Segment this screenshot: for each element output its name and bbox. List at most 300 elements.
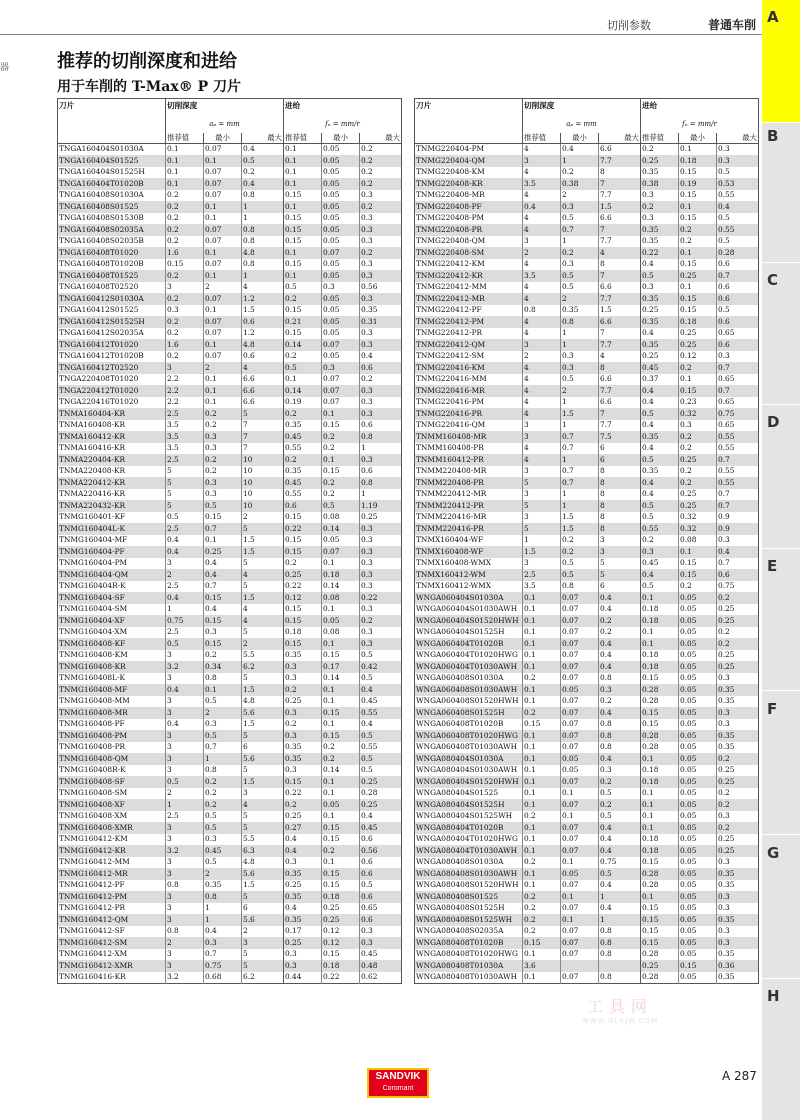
depth-max-cell: 0.4 (242, 178, 284, 190)
insert-code-cell: TNGA160408T01020 (58, 247, 166, 259)
tab-divider (762, 978, 800, 979)
depth-min-cell: 0.07 (561, 730, 599, 742)
insert-code-cell: TNMG160404-SM (58, 604, 166, 616)
depth-max-cell: 1.5 (599, 201, 641, 213)
feed-max-cell: 0.35 (717, 696, 759, 708)
feed-max-cell: 0.35 (717, 742, 759, 754)
depth-rec-cell: 0.2 (166, 328, 204, 340)
depth-min-cell: 1 (561, 339, 599, 351)
insert-code-cell: TNGA160404S01030A (58, 144, 166, 156)
feed-min-cell: 0.15 (322, 420, 360, 432)
feed-rec-cell: 0.5 (284, 362, 322, 374)
depth-min-cell: 0.3 (204, 834, 242, 846)
feed-min-cell: 0.05 (322, 144, 360, 156)
depth-min-cell: 0.1 (204, 155, 242, 167)
depth-rec-cell: 3.5 (523, 581, 561, 593)
table-row (415, 558, 759, 570)
depth-max-cell: 1.5 (599, 305, 641, 317)
feed-max-cell: 0.62 (360, 972, 402, 984)
feed-rec-cell: 0.1 (641, 638, 679, 650)
insert-code-cell: TNMG160408-MF (58, 684, 166, 696)
insert-code-cell: WNGA060404T01030AWH (415, 661, 523, 673)
depth-rec-cell: 1 (166, 604, 204, 616)
feed-min-cell: 0.07 (322, 397, 360, 409)
feed-max-cell: 0.6 (717, 569, 759, 581)
feed-rec-cell: 0.28 (641, 742, 679, 754)
feed-min-cell: 0.05 (679, 730, 717, 742)
depth-max-cell: 7.7 (599, 339, 641, 351)
depth-max-cell: 0.5 (599, 788, 641, 800)
depth-min-cell: 0.1 (204, 270, 242, 282)
table-row (415, 799, 759, 811)
table-row (415, 362, 759, 374)
depth-min-cell: 0.4 (204, 558, 242, 570)
depth-rec-cell: 3 (166, 868, 204, 880)
table-row (415, 167, 759, 179)
feed-rec-cell: 0.1 (284, 374, 322, 386)
table-row (415, 305, 759, 317)
table-row (58, 960, 402, 972)
feed-rec-cell: 0.18 (641, 765, 679, 777)
feed-min-cell: 0.25 (679, 489, 717, 501)
feed-max-cell: 0.25 (717, 661, 759, 673)
feed-rec-cell: 0.28 (641, 868, 679, 880)
depth-rec-cell: 3 (523, 236, 561, 248)
feed-max-cell: 0.42 (360, 661, 402, 673)
depth-max-cell: 4.8 (242, 339, 284, 351)
feed-min-cell: 0.1 (679, 144, 717, 156)
insert-code-cell: TNMM160408-PR (415, 443, 523, 455)
insert-code-cell: TNMG160404-QM (58, 569, 166, 581)
depth-rec-cell: 3 (523, 155, 561, 167)
depth-min-cell: 0.07 (561, 604, 599, 616)
feed-max-cell: 0.5 (360, 880, 402, 892)
insert-code-cell: WNGA080404S01525H (415, 799, 523, 811)
depth-min-cell: 0.3 (204, 719, 242, 731)
feed-max-cell: 0.2 (717, 638, 759, 650)
depth-min-cell: 0.07 (204, 316, 242, 328)
depth-max-cell: 7 (242, 431, 284, 443)
depth-rec-cell: 0.5 (166, 512, 204, 524)
depth-rec-cell: 4 (523, 443, 561, 455)
insert-code-cell: TNMG160412-PR (58, 903, 166, 915)
depth-max-cell: 5 (599, 569, 641, 581)
chapter-tab-b[interactable]: B (767, 127, 779, 145)
insert-code-cell: WNGA080408T01030A (415, 960, 523, 972)
table-row (415, 466, 759, 478)
depth-max-cell: 7 (599, 408, 641, 420)
table-row (415, 144, 759, 156)
feed-rec-cell: 0.5 (641, 408, 679, 420)
insert-code-cell: TNMG220412-MM (415, 282, 523, 294)
feed-rec-cell: 0.2 (284, 351, 322, 363)
depth-max-cell: 4.8 (242, 696, 284, 708)
feed-min-cell: 0.1 (679, 201, 717, 213)
depth-min-cell: 2 (204, 362, 242, 374)
depth-rec-header: 推荐值 (166, 133, 204, 144)
depth-min-cell: 0.4 (561, 144, 599, 156)
depth-min-cell: 0.5 (561, 282, 599, 294)
feed-rec-cell: 0.3 (284, 661, 322, 673)
depth-min-cell: 0.1 (204, 305, 242, 317)
depth-max-cell: 0.8 (242, 224, 284, 236)
feed-rec-cell: 0.5 (284, 282, 322, 294)
insert-code-cell: TNMX160412-WM (415, 569, 523, 581)
depth-min-cell: 0.07 (561, 776, 599, 788)
depth-max-cell: 4 (599, 351, 641, 363)
feed-rec-cell: 0.2 (641, 201, 679, 213)
depth-min-cell: 0.07 (561, 696, 599, 708)
depth-max-cell: 4 (242, 569, 284, 581)
feed-rec-cell: 0.1 (284, 155, 322, 167)
depth-min-cell: 0.07 (561, 834, 599, 846)
feed-min-cell: 0.14 (322, 673, 360, 685)
table-row (58, 155, 402, 167)
feed-max-cell: 0.35 (717, 684, 759, 696)
depth-min-cell: 0.07 (561, 845, 599, 857)
insert-code-cell: TNMG220408-PF (415, 201, 523, 213)
table-row (58, 431, 402, 443)
feed-max-cell: 0.25 (717, 604, 759, 616)
depth-min-cell: 0.15 (204, 615, 242, 627)
depth-min-cell: 0.07 (561, 742, 599, 754)
insert-code-cell: TNMX160408-WF (415, 546, 523, 558)
depth-min-cell: 0.8 (561, 581, 599, 593)
table-row (58, 891, 402, 903)
insert-code-cell: TNMG160408-XM (58, 811, 166, 823)
depth-rec-cell: 2 (166, 569, 204, 581)
feed-rec-cell: 0.2 (284, 408, 322, 420)
feed-min-cell: 0.32 (679, 523, 717, 535)
depth-min-cell: 0.07 (561, 650, 599, 662)
table-row (415, 512, 759, 524)
insert-code-cell: WNGA080404S01520HWH (415, 776, 523, 788)
table-row (58, 385, 402, 397)
table-row (58, 730, 402, 742)
feed-rec-cell: 0.19 (284, 397, 322, 409)
insert-code-cell: TNGA220412T01020 (58, 385, 166, 397)
insert-code-cell: WNGA060408T01020HWG (415, 730, 523, 742)
feed-max-cell: 0.65 (360, 903, 402, 915)
feed-min-cell: 0.05 (679, 615, 717, 627)
depth-rec-cell: 2.5 (166, 811, 204, 823)
insert-code-cell: TNMM160408-MR (415, 431, 523, 443)
insert-code-cell: TNGA160412S01525 (58, 305, 166, 317)
depth-rec-cell: 0.1 (523, 845, 561, 857)
feed-min-cell: 0.1 (322, 776, 360, 788)
chapter-tab-c[interactable]: C (767, 271, 779, 289)
depth-min-cell: 0.07 (204, 144, 242, 156)
depth-rec-cell: 0.2 (166, 190, 204, 202)
table-row (58, 776, 402, 788)
insert-code-cell: TNMA220412-KR (58, 477, 166, 489)
feed-rec-cell: 0.1 (284, 167, 322, 179)
feed-rec-cell: 0.35 (641, 236, 679, 248)
feed-max-cell: 0.56 (360, 282, 402, 294)
insert-code-cell: TNMG160408-MM (58, 696, 166, 708)
page-title: 推荐的切削深度和进给 (57, 51, 237, 72)
insert-code-cell: TNMG220408-SM (415, 247, 523, 259)
depth-rec-cell: 0.1 (523, 822, 561, 834)
feed-max-cell: 0.25 (717, 615, 759, 627)
table-row (58, 569, 402, 581)
depth-max-cell: 7.7 (599, 420, 641, 432)
feed-max-cell: 0.3 (360, 408, 402, 420)
chapter-tab-d[interactable]: D (767, 413, 780, 431)
feed-rec-cell: 0.28 (641, 949, 679, 961)
insert-header-spacer (415, 133, 523, 144)
depth-min-cell: 0.2 (561, 247, 599, 259)
depth-max-cell: 0.8 (599, 949, 641, 961)
insert-code-cell: TNMG160408L-K (58, 673, 166, 685)
feed-max-cell: 0.2 (360, 167, 402, 179)
feed-min-cell: 0.15 (322, 730, 360, 742)
insert-code-cell: TNMG160408-PM (58, 730, 166, 742)
feed-max-cell: 0.35 (717, 868, 759, 880)
depth-max-cell: 1 (242, 201, 284, 213)
depth-max-cell: 6.6 (599, 374, 641, 386)
feed-rec-cell: 0.18 (641, 615, 679, 627)
depth-min-cell: 0.5 (561, 374, 599, 386)
insert-code-cell: TNMG160404-PF (58, 546, 166, 558)
table-row (58, 903, 402, 915)
table-row (58, 868, 402, 880)
depth-max-cell: 0.4 (599, 650, 641, 662)
table-row (58, 339, 402, 351)
depth-min-cell: 0.15 (204, 638, 242, 650)
insert-code-cell: TNMG220412-KR (415, 270, 523, 282)
depth-unit: aₚ = mm (523, 119, 641, 133)
depth-rec-cell: 3.5 (166, 431, 204, 443)
feed-rec-cell: 0.28 (641, 880, 679, 892)
depth-rec-cell: 0.1 (523, 684, 561, 696)
table-row (58, 454, 402, 466)
depth-max-cell: 7 (242, 420, 284, 432)
feed-max-cell: 0.31 (360, 316, 402, 328)
watermark (550, 990, 690, 1024)
depth-min-cell: 0.2 (204, 650, 242, 662)
feed-min-cell: 0.14 (322, 523, 360, 535)
insert-code-cell: WNGA060408S01520HWH (415, 696, 523, 708)
depth-max-cell: 4 (242, 799, 284, 811)
table-row (58, 466, 402, 478)
feed-rec-cell: 0.15 (284, 213, 322, 225)
depth-rec-cell: 0.2 (523, 914, 561, 926)
page-number: A 287 (722, 1069, 757, 1083)
insert-code-cell: TNMG220404-PM (415, 144, 523, 156)
depth-min-cell: 0.1 (204, 385, 242, 397)
chapter-tab-g[interactable]: G (767, 844, 780, 862)
logo-brand: SANDVIK (375, 1071, 421, 1082)
feed-rec-cell: 0.35 (284, 742, 322, 754)
depth-min-cell: 0.1 (204, 213, 242, 225)
depth-min-cell: 0.7 (561, 224, 599, 236)
feed-rec-cell: 0.4 (284, 845, 322, 857)
depth-rec-cell: 4 (523, 282, 561, 294)
depth-max-cell: 3 (599, 546, 641, 558)
depth-rec-cell: 4 (523, 144, 561, 156)
depth-rec-cell: 0.1 (523, 650, 561, 662)
depth-rec-cell: 3 (523, 489, 561, 501)
feed-max-cell: 0.25 (360, 512, 402, 524)
table-row (58, 270, 402, 282)
feed-max-cell: 0.2 (360, 615, 402, 627)
feed-min-cell: 0.05 (322, 615, 360, 627)
feed-rec-cell: 0.25 (284, 569, 322, 581)
table-row (415, 454, 759, 466)
depth-max-cell: 2 (242, 638, 284, 650)
feed-max-cell: 0.55 (717, 190, 759, 202)
depth-max-cell: 7 (599, 328, 641, 340)
chapter-tab-h[interactable]: H (767, 987, 780, 1005)
depth-max-cell: 0.4 (599, 834, 641, 846)
insert-code-cell: TNMG220408-KM (415, 167, 523, 179)
insert-code-cell: WNGA060408T01030AWH (415, 742, 523, 754)
table-row (415, 293, 759, 305)
insert-code-cell: TNMG160404-SF (58, 592, 166, 604)
depth-max-cell: 0.4 (599, 604, 641, 616)
feed-max-cell: 0.2 (360, 144, 402, 156)
chapter-tab-e[interactable]: E (767, 557, 778, 575)
feed-max-cell: 0.35 (717, 949, 759, 961)
feed-min-cell: 0.05 (679, 891, 717, 903)
feed-max-cell: 0.56 (360, 845, 402, 857)
feed-max-cell: 0.6 (360, 868, 402, 880)
depth-max-cell: 0.2 (599, 615, 641, 627)
depth-rec-cell: 0.1 (523, 799, 561, 811)
feed-unit: fₙ = mm/r (641, 119, 759, 133)
insert-header-spacer (58, 119, 166, 133)
table-row (58, 822, 402, 834)
feed-rec-cell: 0.6 (284, 500, 322, 512)
depth-max-cell: 0.5 (242, 155, 284, 167)
depth-rec-cell: 3.2 (166, 845, 204, 857)
depth-rec-cell: 2.5 (166, 408, 204, 420)
depth-rec-cell: 2.5 (166, 454, 204, 466)
depth-min-cell: 0.3 (561, 362, 599, 374)
depth-rec-cell: 0.3 (166, 305, 204, 317)
feed-max-cell: 0.5 (360, 753, 402, 765)
depth-rec-cell: 0.1 (523, 615, 561, 627)
feed-min-cell: 0.2 (679, 236, 717, 248)
table-row (415, 443, 759, 455)
feed-min-cell: 0.1 (322, 408, 360, 420)
insert-code-cell: TNGA160412T01020 (58, 339, 166, 351)
depth-rec-cell: 3 (166, 891, 204, 903)
depth-min-cell: 0.5 (561, 270, 599, 282)
feed-max-cell: 0.6 (360, 914, 402, 926)
insert-header-spacer (58, 133, 166, 144)
feed-max-cell: 0.25 (360, 799, 402, 811)
feed-rec-cell: 0.1 (284, 201, 322, 213)
feed-max-cell: 0.75 (717, 581, 759, 593)
insert-code-cell: TNMG160408-QM (58, 753, 166, 765)
feed-min-cell: 0.05 (322, 328, 360, 340)
depth-max-cell: 1.5 (242, 880, 284, 892)
feed-rec-cell: 0.1 (284, 178, 322, 190)
depth-max-cell: 0.5 (599, 811, 641, 823)
feed-rec-cell: 0.35 (641, 339, 679, 351)
table-row (415, 753, 759, 765)
depth-min-cell: 0.1 (204, 535, 242, 547)
depth-min-cell: 0.2 (561, 535, 599, 547)
feed-rec-cell: 0.22 (284, 788, 322, 800)
feed-rec-cell: 0.35 (284, 466, 322, 478)
feed-max-cell: 0.4 (360, 684, 402, 696)
depth-rec-cell: 3 (166, 742, 204, 754)
depth-max-cell: 0.2 (599, 627, 641, 639)
feed-min-cell: 0.05 (679, 937, 717, 949)
table-row (58, 397, 402, 409)
feed-max-cell: 0.3 (717, 707, 759, 719)
insert-code-cell: WNGA080404S01525 (415, 788, 523, 800)
feed-max-cell: 0.25 (717, 650, 759, 662)
feed-max-cell: 0.65 (717, 374, 759, 386)
feed-rec-cell: 0.3 (284, 765, 322, 777)
depth-rec-cell: 1.6 (166, 247, 204, 259)
depth-min-cell: 0.2 (561, 546, 599, 558)
table-row (415, 155, 759, 167)
table-row (415, 650, 759, 662)
feed-min-cell: 0.05 (679, 638, 717, 650)
depth-rec-cell: 0.4 (166, 535, 204, 547)
feed-min-cell: 0.2 (322, 742, 360, 754)
depth-min-cell: 0.07 (561, 661, 599, 673)
table-row (58, 546, 402, 558)
insert-code-cell: TNGA220408T01020 (58, 374, 166, 386)
feed-min-cell: 0.05 (322, 155, 360, 167)
depth-min-cell: 2 (204, 282, 242, 294)
chapter-tab-f[interactable]: F (767, 700, 778, 718)
table-row (415, 615, 759, 627)
depth-min-cell: 0.7 (204, 581, 242, 593)
depth-rec-cell: 3.2 (166, 972, 204, 984)
depth-max-cell: 7 (599, 270, 641, 282)
depth-min-cell: 1.5 (561, 408, 599, 420)
table-row (415, 190, 759, 202)
feed-min-cell: 0.05 (322, 201, 360, 213)
feed-max-cell: 0.3 (360, 926, 402, 938)
feed-min-cell: 0.1 (679, 282, 717, 294)
feed-max-cell: 0.3 (360, 523, 402, 535)
feed-rec-cell: 0.15 (641, 926, 679, 938)
insert-code-cell: WNGA060404S01030AWH (415, 604, 523, 616)
depth-min-cell: 0.05 (561, 684, 599, 696)
depth-max-cell: 10 (242, 466, 284, 478)
feed-rec-cell: 0.15 (284, 776, 322, 788)
depth-unit: aₚ = mm (166, 119, 284, 133)
depth-min-cell: 0.7 (204, 523, 242, 535)
feed-min-cell: 0.07 (322, 374, 360, 386)
chapter-tab-a[interactable]: A (767, 8, 779, 26)
feed-max-cell: 0.25 (360, 776, 402, 788)
feed-min-cell: 0.14 (322, 581, 360, 593)
feed-min-cell: 0.05 (679, 707, 717, 719)
feed-column-header: 进给 (641, 99, 759, 119)
feed-max-cell: 0.55 (717, 224, 759, 236)
depth-min-cell: 2 (204, 868, 242, 880)
feed-rec-cell: 0.15 (284, 328, 322, 340)
depth-max-cell: 5.6 (242, 753, 284, 765)
feed-min-cell: 0.05 (322, 178, 360, 190)
depth-rec-cell: 0.8 (523, 305, 561, 317)
depth-max-cell: 0.8 (242, 190, 284, 202)
feed-max-cell: 0.2 (360, 201, 402, 213)
depth-max-cell: 1.5 (242, 684, 284, 696)
feed-max-cell: 0.3 (360, 627, 402, 639)
feed-unit: fₙ = mm/r (284, 119, 402, 133)
feed-rec-cell: 0.1 (641, 799, 679, 811)
